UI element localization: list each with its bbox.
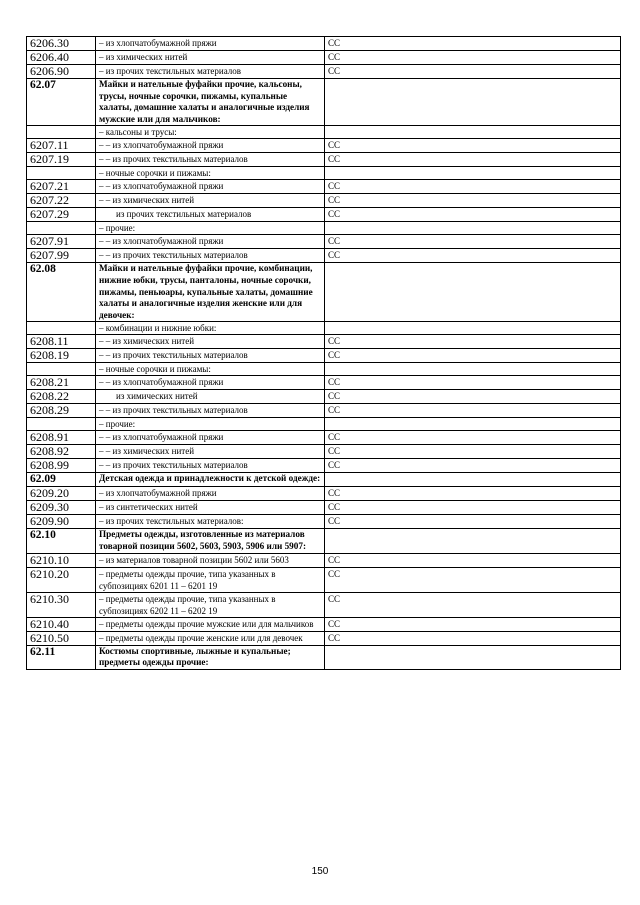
code-cell: 6210.40 [27, 617, 96, 631]
certificate-cell [325, 473, 621, 487]
certificate-cell: СС [325, 376, 621, 390]
description-cell: – – из химических нитей [96, 445, 325, 459]
description-cell: – комбинации и нижние юбки: [96, 322, 325, 335]
description-cell: – из прочих текстильных материалов [96, 65, 325, 79]
code-cell [27, 363, 96, 376]
table-row [27, 390, 621, 404]
certificate-cell: СС [325, 515, 621, 529]
code-cell [27, 167, 96, 180]
certificate-cell [325, 418, 621, 431]
description-cell: – – из прочих текстильных материалов [96, 459, 325, 473]
certificate-cell: СС [325, 501, 621, 515]
code-cell: 6209.30 [27, 501, 96, 515]
certificate-cell: СС [325, 459, 621, 473]
table-row [27, 553, 621, 567]
code-cell: 6207.29 [27, 208, 96, 222]
heading-row [27, 645, 621, 669]
certificate-cell: СС [325, 249, 621, 263]
table-row [27, 208, 621, 222]
description-cell: Майки и нательные фуфайки прочие, комбинации, нижние юбки, трусы, панталоны, ночные сорочки, пижамы, пеньюары, купальные халаты, домашние халаты и аналогичные изделия женские или для девочек: [96, 263, 325, 322]
certificate-cell: СС [325, 180, 621, 194]
code-cell: 6208.99 [27, 459, 96, 473]
description-cell: Костюмы спортивные, лыжные и купальные; предметы одежды прочие: [96, 645, 325, 669]
table-row [27, 631, 621, 645]
code-cell: 62.08 [27, 263, 96, 322]
code-cell: 6207.11 [27, 139, 96, 153]
table-row [27, 376, 621, 390]
certificate-cell: СС [325, 567, 621, 592]
table-row [27, 487, 621, 501]
certificate-cell [325, 322, 621, 335]
code-cell: 6208.11 [27, 335, 96, 349]
certificate-cell: СС [325, 631, 621, 645]
certificate-cell: СС [325, 194, 621, 208]
description-cell: – – из прочих текстильных материалов [96, 249, 325, 263]
table-row [27, 65, 621, 79]
table-row [27, 459, 621, 473]
certificate-cell: СС [325, 51, 621, 65]
certificate-cell: СС [325, 404, 621, 418]
table-row [27, 180, 621, 194]
certificate-cell: СС [325, 617, 621, 631]
description-cell: – из прочих текстильных материалов: [96, 515, 325, 529]
code-cell: 6210.30 [27, 592, 96, 617]
description-cell: – из синтетических нитей [96, 501, 325, 515]
certificate-cell [325, 126, 621, 139]
certificate-cell: СС [325, 235, 621, 249]
code-cell: 6208.21 [27, 376, 96, 390]
table-row [27, 431, 621, 445]
code-cell: 6208.22 [27, 390, 96, 404]
description-cell: из прочих текстильных материалов [96, 208, 325, 222]
certificate-cell: СС [325, 153, 621, 167]
table-row [27, 445, 621, 459]
certificate-cell [325, 222, 621, 235]
code-cell: 6209.20 [27, 487, 96, 501]
code-cell: 6208.92 [27, 445, 96, 459]
subheading-row [27, 322, 621, 335]
certificate-cell [325, 363, 621, 376]
subheading-row [27, 418, 621, 431]
description-cell: – ночные сорочки и пижамы: [96, 363, 325, 376]
code-cell: 6207.21 [27, 180, 96, 194]
description-cell: – из хлопчатобумажной пряжи [96, 487, 325, 501]
table-row [27, 567, 621, 592]
table-row [27, 515, 621, 529]
table-row [27, 249, 621, 263]
subheading-row [27, 222, 621, 235]
code-cell: 62.11 [27, 645, 96, 669]
code-cell: 62.09 [27, 473, 96, 487]
description-cell: – – из химических нитей [96, 335, 325, 349]
description-cell: – – из прочих текстильных материалов [96, 349, 325, 363]
code-cell: 6208.29 [27, 404, 96, 418]
certificate-cell: СС [325, 487, 621, 501]
heading-row [27, 473, 621, 487]
certificate-cell [325, 167, 621, 180]
code-cell: 6206.40 [27, 51, 96, 65]
code-cell: 6208.19 [27, 349, 96, 363]
certificate-cell: СС [325, 37, 621, 51]
certificate-cell [325, 529, 621, 553]
certificate-cell: СС [325, 139, 621, 153]
description-cell: – прочие: [96, 222, 325, 235]
table-row [27, 592, 621, 617]
table-body [27, 37, 621, 670]
table-row [27, 37, 621, 51]
table-row [27, 194, 621, 208]
description-cell: – кальсоны и трусы: [96, 126, 325, 139]
page-number: 150 [311, 866, 329, 877]
table-row [27, 349, 621, 363]
certificate-cell: СС [325, 390, 621, 404]
code-cell: 6207.19 [27, 153, 96, 167]
tariff-code-table [26, 36, 621, 670]
table-row [27, 501, 621, 515]
description-cell: – – из хлопчатобумажной пряжи [96, 235, 325, 249]
description-cell: Предметы одежды, изготовленные из материалов товарной позиции 5602, 5603, 5903, 5906 или 5907: [96, 529, 325, 553]
heading-row [27, 263, 621, 322]
table-row [27, 51, 621, 65]
certificate-cell [325, 79, 621, 126]
description-cell: – предметы одежды прочие, типа указанных в субпозициях 6202 11 – 6202 19 [96, 592, 325, 617]
certificate-cell: СС [325, 553, 621, 567]
code-cell: 6209.90 [27, 515, 96, 529]
certificate-cell [325, 263, 621, 322]
description-cell: – – из прочих текстильных материалов [96, 404, 325, 418]
description-cell: – из хлопчатобумажной пряжи [96, 37, 325, 51]
code-cell: 62.10 [27, 529, 96, 553]
certificate-cell: СС [325, 445, 621, 459]
heading-row [27, 529, 621, 553]
code-cell [27, 418, 96, 431]
code-cell: 6206.30 [27, 37, 96, 51]
table-row [27, 139, 621, 153]
description-cell: – предметы одежды прочие, типа указанных в субпозициях 6201 11 – 6201 19 [96, 567, 325, 592]
description-cell: – – из хлопчатобумажной пряжи [96, 139, 325, 153]
certificate-cell: СС [325, 335, 621, 349]
code-cell: 6210.20 [27, 567, 96, 592]
code-cell: 6207.99 [27, 249, 96, 263]
table-row [27, 617, 621, 631]
description-cell: Детская одежда и принадлежности к детской одежде: [96, 473, 325, 487]
certificate-cell: СС [325, 65, 621, 79]
certificate-cell: СС [325, 349, 621, 363]
description-cell: – – из хлопчатобумажной пряжи [96, 376, 325, 390]
description-cell: – ночные сорочки и пижамы: [96, 167, 325, 180]
subheading-row [27, 126, 621, 139]
code-cell [27, 126, 96, 139]
description-cell: Майки и нательные фуфайки прочие, кальсоны, трусы, ночные сорочки, пижамы, купальные халаты, домашние халаты и аналогичные изделия мужские или для мальчиков: [96, 79, 325, 126]
description-cell: – – из прочих текстильных материалов [96, 153, 325, 167]
code-cell: 6207.91 [27, 235, 96, 249]
tariff-code-table-container [26, 36, 620, 670]
certificate-cell: СС [325, 208, 621, 222]
code-cell: 6207.22 [27, 194, 96, 208]
table-row [27, 404, 621, 418]
description-cell: – – из химических нитей [96, 194, 325, 208]
code-cell [27, 322, 96, 335]
description-cell: – из химических нитей [96, 51, 325, 65]
code-cell: 6210.10 [27, 553, 96, 567]
subheading-row [27, 167, 621, 180]
table-row [27, 153, 621, 167]
description-cell: – предметы одежды прочие мужские или для мальчиков [96, 617, 325, 631]
description-cell: – предметы одежды прочие женские или для девочек [96, 631, 325, 645]
description-cell: – – из хлопчатобумажной пряжи [96, 431, 325, 445]
code-cell: 62.07 [27, 79, 96, 126]
code-cell: 6208.91 [27, 431, 96, 445]
heading-row [27, 79, 621, 126]
code-cell [27, 222, 96, 235]
table-row [27, 335, 621, 349]
subheading-row [27, 363, 621, 376]
description-cell: – из материалов товарной позиции 5602 или 5603 [96, 553, 325, 567]
certificate-cell: СС [325, 431, 621, 445]
description-cell: из химических нитей [96, 390, 325, 404]
code-cell: 6210.50 [27, 631, 96, 645]
certificate-cell: СС [325, 592, 621, 617]
description-cell: – – из хлопчатобумажной пряжи [96, 180, 325, 194]
table-row [27, 235, 621, 249]
description-cell: – прочие: [96, 418, 325, 431]
code-cell: 6206.90 [27, 65, 96, 79]
certificate-cell [325, 645, 621, 669]
